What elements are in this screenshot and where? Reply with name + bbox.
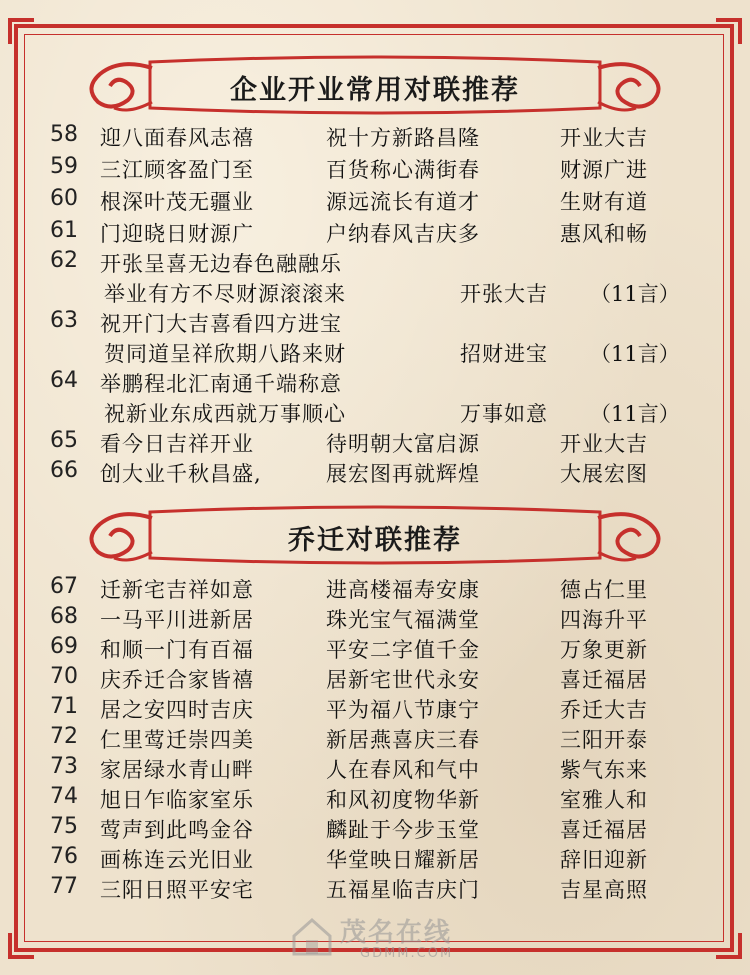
corner-ornament <box>716 933 742 959</box>
item-number: 76 <box>50 844 78 869</box>
lower-couplet: 平为福八节康宁 <box>326 698 480 722</box>
item-number: 73 <box>50 754 78 779</box>
list-item <box>0 784 750 816</box>
item-number: 62 <box>50 248 78 273</box>
item-number: 65 <box>50 428 78 453</box>
site-watermark <box>290 910 510 970</box>
lower-couplet: 珠光宝气福满堂 <box>326 608 480 632</box>
lower-couplet: 户纳春风吉庆多 <box>326 222 480 246</box>
lower-couplet: 源远流长有道才 <box>326 190 480 214</box>
corner-ornament <box>8 18 34 44</box>
list-item <box>0 368 750 400</box>
upper-couplet: 庆乔迁合家皆禧 <box>100 668 254 692</box>
item-number: 61 <box>50 218 78 243</box>
list-item <box>0 604 750 636</box>
lower-couplet: 进高楼福寿安康 <box>326 578 480 602</box>
list-item <box>0 634 750 666</box>
item-number: 59 <box>50 154 78 179</box>
item-number: 72 <box>50 724 78 749</box>
upper-couplet: 家居绿水青山畔 <box>100 758 254 782</box>
upper-couplet: 创大业千秋昌盛, <box>100 462 262 486</box>
lower-couplet: 五福星临吉庆门 <box>326 878 480 902</box>
item-number: 64 <box>50 368 78 393</box>
lower-couplet: 贺同道呈祥欣期八路来财 <box>104 342 346 366</box>
item-number: 60 <box>50 186 78 211</box>
upper-couplet: 居之安四时吉庆 <box>100 698 254 722</box>
horizontal-scroll: 室雅人和 <box>560 788 648 812</box>
horizontal-scroll: 开张大吉 <box>460 282 548 306</box>
item-number: 74 <box>50 784 78 809</box>
character-count-note: （11言） <box>590 342 680 366</box>
list-item <box>0 664 750 696</box>
item-number: 68 <box>50 604 78 629</box>
list-item <box>0 122 750 154</box>
list-item <box>0 694 750 726</box>
lower-couplet: 人在春风和气中 <box>326 758 480 782</box>
horizontal-scroll: 万象更新 <box>560 638 648 662</box>
section-banner-opening <box>80 48 670 122</box>
item-number: 67 <box>50 574 78 599</box>
corner-ornament <box>716 18 742 44</box>
lower-couplet: 待明朝大富启源 <box>326 432 480 456</box>
section-banner-moving <box>80 498 670 572</box>
horizontal-scroll: 紫气东来 <box>560 758 648 782</box>
horizontal-scroll: 三阳开泰 <box>560 728 648 752</box>
lower-couplet: 新居燕喜庆三春 <box>326 728 480 752</box>
item-number: 66 <box>50 458 78 483</box>
horizontal-scroll: 开业大吉 <box>560 432 648 456</box>
upper-couplet: 仁里莺迁崇四美 <box>100 728 254 752</box>
item-number: 70 <box>50 664 78 689</box>
upper-couplet: 和顺一门有百福 <box>100 638 254 662</box>
item-number: 71 <box>50 694 78 719</box>
list-item <box>0 154 750 186</box>
upper-couplet: 看今日吉祥开业 <box>100 432 254 456</box>
list-item <box>0 814 750 846</box>
lower-couplet: 祝十方新路昌隆 <box>326 126 480 150</box>
list-item <box>0 458 750 490</box>
upper-couplet: 举鹏程北汇南通千端称意 <box>100 372 342 396</box>
list-item <box>0 428 750 460</box>
upper-couplet: 开张呈喜无边春色融融乐 <box>100 252 342 276</box>
lower-couplet: 百货称心满街春 <box>326 158 480 182</box>
lower-couplet: 居新宅世代永安 <box>326 668 480 692</box>
item-number: 69 <box>50 634 78 659</box>
upper-couplet: 迎八面春风志禧 <box>100 126 254 150</box>
item-number: 77 <box>50 874 78 899</box>
horizontal-scroll: 大展宏图 <box>560 462 648 486</box>
list-item-continuation <box>0 278 750 310</box>
lower-couplet: 祝新业东成西就万事顺心 <box>104 402 346 426</box>
list-item <box>0 186 750 218</box>
item-number: 58 <box>50 122 78 147</box>
horizontal-scroll: 生财有道 <box>560 190 648 214</box>
upper-couplet: 三江顾客盈门至 <box>100 158 254 182</box>
lower-couplet: 和风初度物华新 <box>326 788 480 812</box>
horizontal-scroll: 喜迁福居 <box>560 668 648 692</box>
upper-couplet: 三阳日照平安宅 <box>100 878 254 902</box>
upper-couplet: 祝开门大吉喜看四方进宝 <box>100 312 342 336</box>
list-item <box>0 844 750 876</box>
list-item <box>0 218 750 250</box>
lower-couplet: 华堂映日耀新居 <box>326 848 480 872</box>
lower-couplet: 举业有方不尽财源滚滚来 <box>104 282 346 306</box>
list-item-continuation <box>0 338 750 370</box>
horizontal-scroll: 辞旧迎新 <box>560 848 648 872</box>
section-title: 企业开业常用对联推荐 <box>230 75 520 106</box>
horizontal-scroll: 德占仁里 <box>560 578 648 602</box>
upper-couplet: 根深叶茂无疆业 <box>100 190 254 214</box>
upper-couplet: 莺声到此鸣金谷 <box>100 818 254 842</box>
lower-couplet: 麟趾于今步玉堂 <box>326 818 480 842</box>
upper-couplet: 画栋连云光旧业 <box>100 848 254 872</box>
horizontal-scroll: 四海升平 <box>560 608 648 632</box>
item-number: 75 <box>50 814 78 839</box>
list-item <box>0 874 750 906</box>
list-item <box>0 308 750 340</box>
horizontal-scroll: 吉星高照 <box>560 878 648 902</box>
lower-couplet: 展宏图再就辉煌 <box>326 462 480 486</box>
watermark-domain: GDMM.COM <box>360 946 454 961</box>
horizontal-scroll: 乔迁大吉 <box>560 698 648 722</box>
horizontal-scroll: 惠风和畅 <box>560 222 648 246</box>
character-count-note: （11言） <box>590 402 680 426</box>
list-item <box>0 574 750 606</box>
list-item <box>0 248 750 280</box>
house-logo-icon <box>290 914 334 958</box>
horizontal-scroll: 开业大吉 <box>560 126 648 150</box>
list-item <box>0 724 750 756</box>
horizontal-scroll: 喜迁福居 <box>560 818 648 842</box>
horizontal-scroll: 财源广进 <box>560 158 648 182</box>
upper-couplet: 旭日乍临家室乐 <box>100 788 254 812</box>
horizontal-scroll: 招财进宝 <box>460 342 548 366</box>
list-item <box>0 754 750 786</box>
item-number: 63 <box>50 308 78 333</box>
lower-couplet: 平安二字值千金 <box>326 638 480 662</box>
section-title: 乔迁对联推荐 <box>288 525 462 556</box>
watermark-name: 茂名在线 <box>340 918 453 948</box>
character-count-note: （11言） <box>590 282 680 306</box>
horizontal-scroll: 万事如意 <box>460 402 548 426</box>
upper-couplet: 门迎晓日财源广 <box>100 222 254 246</box>
upper-couplet: 一马平川进新居 <box>100 608 254 632</box>
upper-couplet: 迁新宅吉祥如意 <box>100 578 254 602</box>
corner-ornament <box>8 933 34 959</box>
list-item-continuation <box>0 398 750 430</box>
